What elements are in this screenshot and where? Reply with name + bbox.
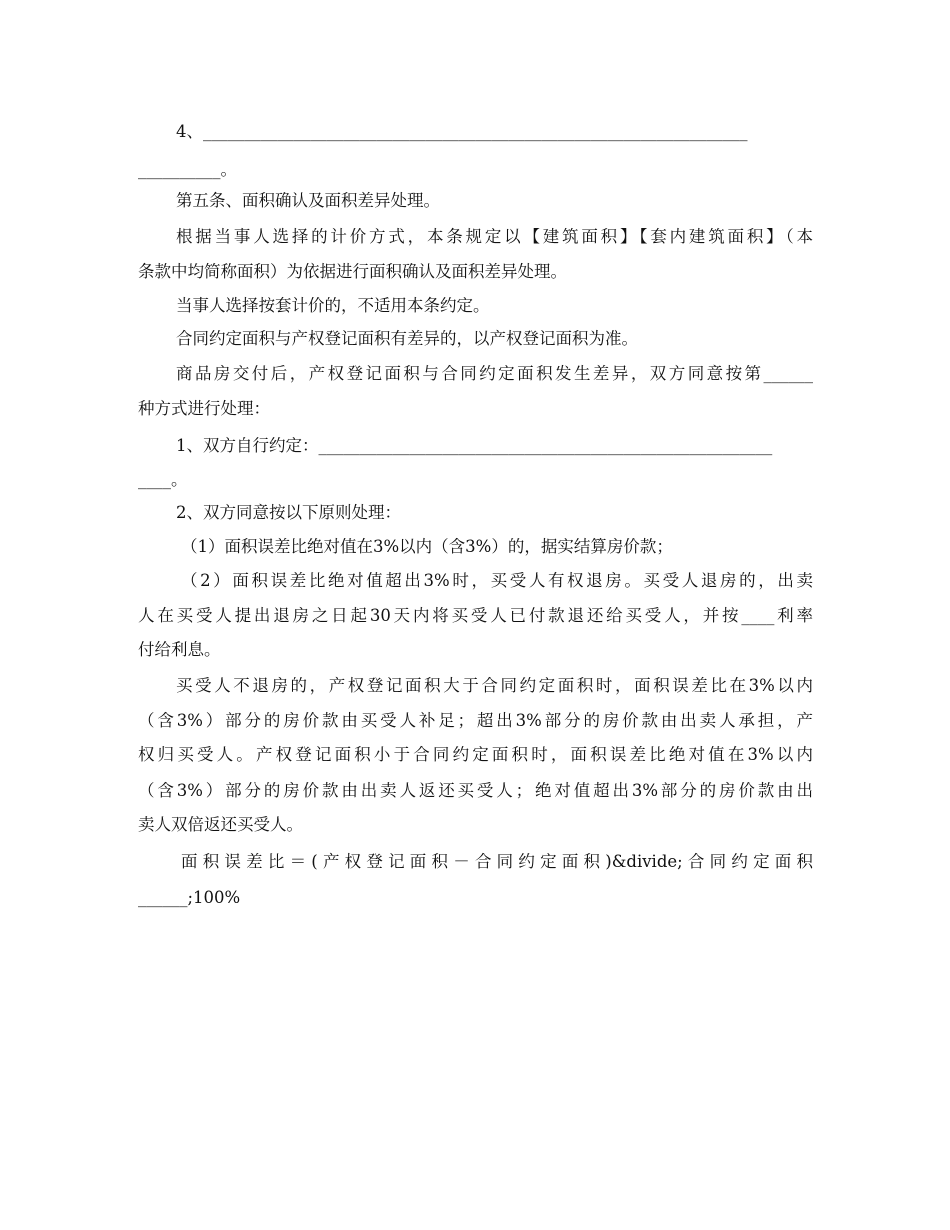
- blank-item-4-continued: __________。: [138, 160, 237, 179]
- paragraph-line: 商品房交付后，产权登记面积与合同约定面积发生差异，双方同意按第______: [176, 364, 813, 383]
- rule-two-line: 人在买受人提出退房之日起30天内将买受人已付款退还给买受人，并按____利率: [138, 606, 813, 625]
- paragraph-line: 条款中均简称面积）为依据进行面积确认及面积差异处理。: [138, 262, 567, 281]
- paragraph-line: 当事人选择按套计价的，不适用本条约定。: [176, 296, 490, 315]
- option-one-line: 1、双方自行约定：_______________________________________________________: [176, 436, 773, 455]
- formula-line: ______;100%: [138, 888, 241, 907]
- paragraph-line: 买受人不退房的，产权登记面积大于合同约定面积时，面积误差比在3%以内: [176, 676, 813, 695]
- rule-two-line: 付给利息。: [138, 640, 221, 659]
- paragraph-line: （含3%）部分的房价款由出卖人返还买受人；绝对值超出3%部分的房价款由出: [138, 781, 813, 800]
- paragraph-line: （含3%）部分的房价款由买受人补足；超出3%部分的房价款由出卖人承担，产: [138, 711, 813, 730]
- rule-two-line: （2）面积误差比绝对值超出3%时，买受人有权退房。买受人退房的，出卖: [181, 571, 813, 590]
- paragraph-line: 权归买受人。产权登记面积小于合同约定面积时，面积误差比绝对值在3%以内: [138, 745, 813, 764]
- formula-line: 面积误差比＝(产权登记面积－合同约定面积)&divide;合同约定面积: [181, 852, 813, 871]
- blank-item-4: 4、__________________________________________________________________: [176, 122, 748, 141]
- paragraph-line: 种方式进行处理：: [138, 399, 270, 418]
- paragraph-line: 合同约定面积与产权登记面积有差异的，以产权登记面积为准。: [176, 329, 638, 348]
- option-one-continued: ____。: [138, 470, 188, 489]
- rule-one-line: （1）面积误差比绝对值在3%以内（含3%）的，据实结算房价款；: [181, 537, 673, 556]
- paragraph-line: 卖人双倍返还买受人。: [138, 815, 303, 834]
- paragraph-line: 根据当事人选择的计价方式，本条规定以【建筑面积】【套内建筑面积】（本: [176, 227, 813, 246]
- option-two-line: 2、双方同意按以下原则处理：: [176, 503, 401, 522]
- article-five-heading: 第五条、面积确认及面积差异处理。: [176, 191, 440, 210]
